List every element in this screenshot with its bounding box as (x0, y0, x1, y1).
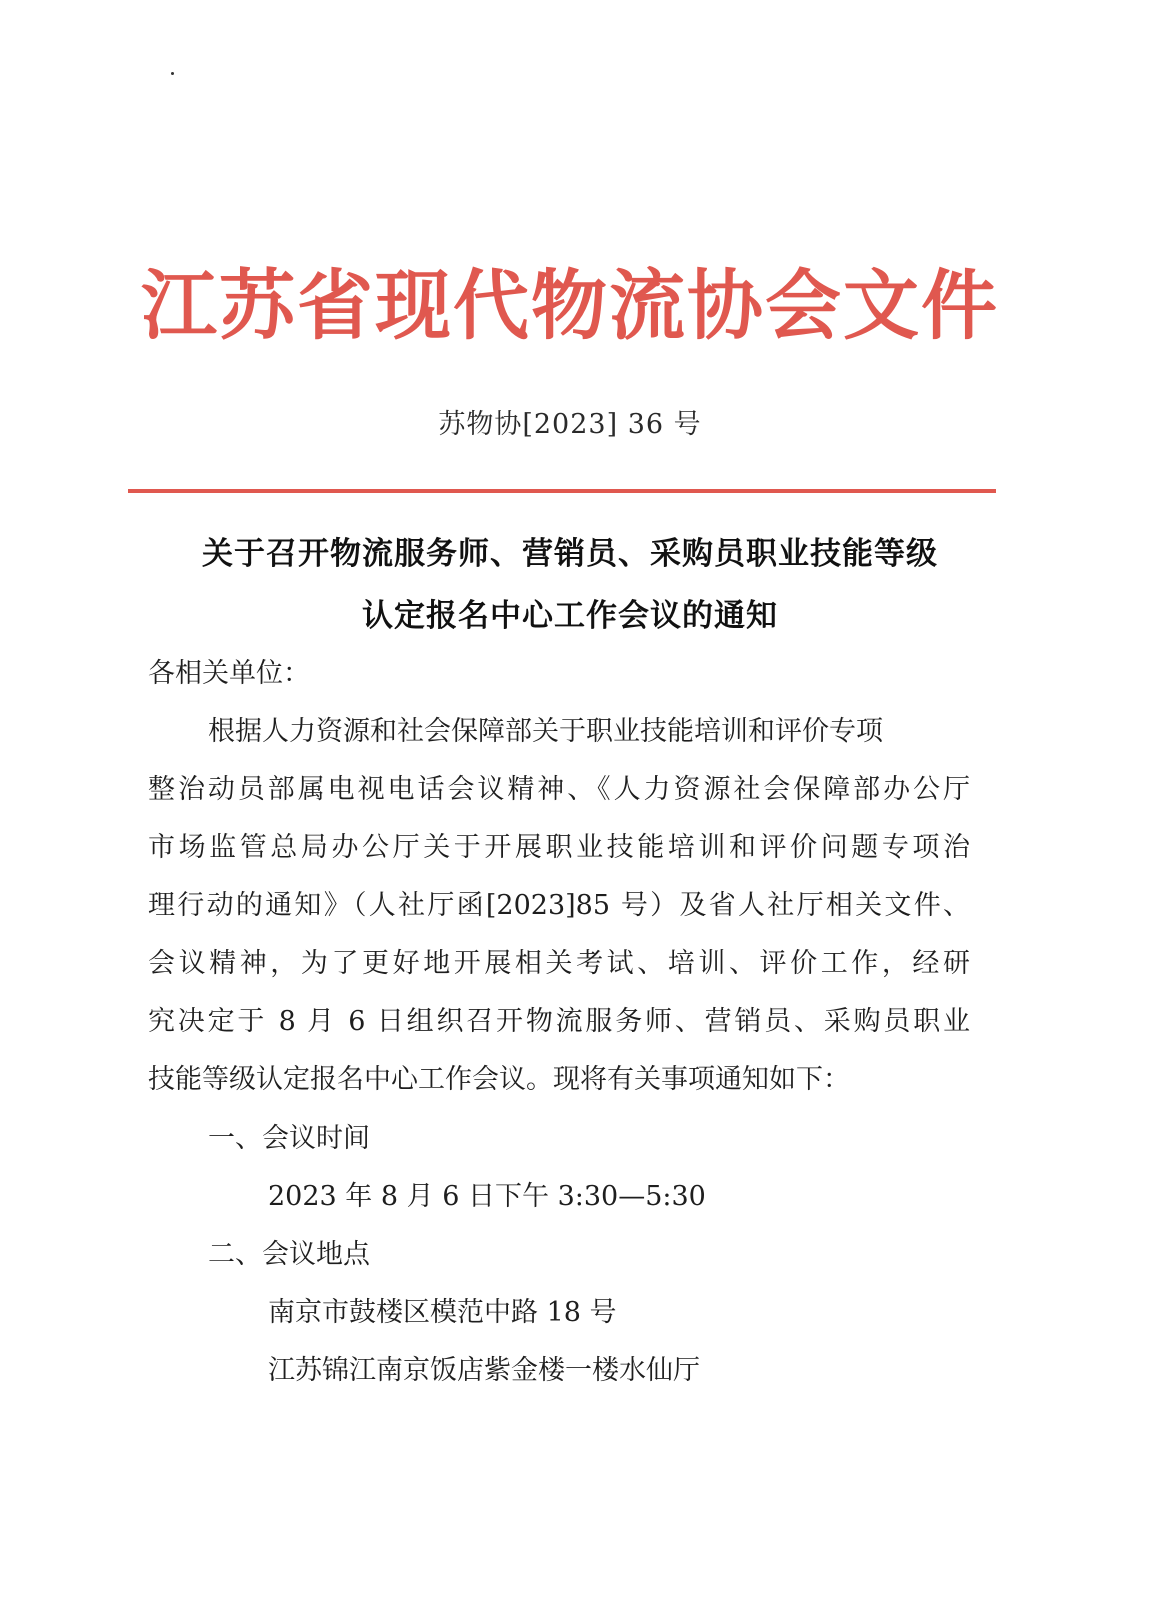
org-document-header: 江苏省现代物流协会文件 (141, 261, 999, 350)
red-divider-line (128, 489, 996, 493)
paragraph-line: 会议精神，为了更好地开展相关考试、培训、评价工作，经研 (148, 948, 970, 979)
notice-title-line-2: 认定报名中心工作会议的通知 (362, 598, 778, 634)
scan-speck (171, 72, 174, 75)
document-number: 苏物协[2023] 36 号 (438, 409, 702, 440)
section-heading-meeting-location: 二、会议地点 (208, 1239, 370, 1270)
paragraph-line: 市场监管总局办公厅关于开展职业技能培训和评价问题专项治 (148, 832, 970, 863)
paragraph-line: 理行动的通知》（人社厅函[2023]85 号）及省人社厅相关文件、 (148, 890, 970, 921)
paragraph-line: 根据人力资源和社会保障部关于职业技能培训和评价专项 (208, 716, 883, 747)
meeting-address: 南京市鼓楼区模范中路 18 号 (268, 1297, 617, 1328)
meeting-time-value: 2023 年 8 月 6 日下午 3:30—5:30 (268, 1181, 706, 1212)
paragraph-line: 究决定于 8 月 6 日组织召开物流服务师、营销员、采购员职业 (148, 1006, 970, 1037)
paragraph-line: 整治动员部属电视电话会议精神、《人力资源社会保障部办公厅 (148, 774, 970, 805)
notice-title-line-1: 关于召开物流服务师、营销员、采购员职业技能等级 (202, 536, 938, 572)
section-heading-meeting-time: 一、会议时间 (208, 1123, 370, 1154)
salutation: 各相关单位： (148, 658, 310, 689)
paragraph-line: 技能等级认定报名中心工作会议。现将有关事项通知如下： (148, 1064, 850, 1095)
meeting-venue: 江苏锦江南京饭店紫金楼一楼水仙厅 (268, 1355, 700, 1386)
